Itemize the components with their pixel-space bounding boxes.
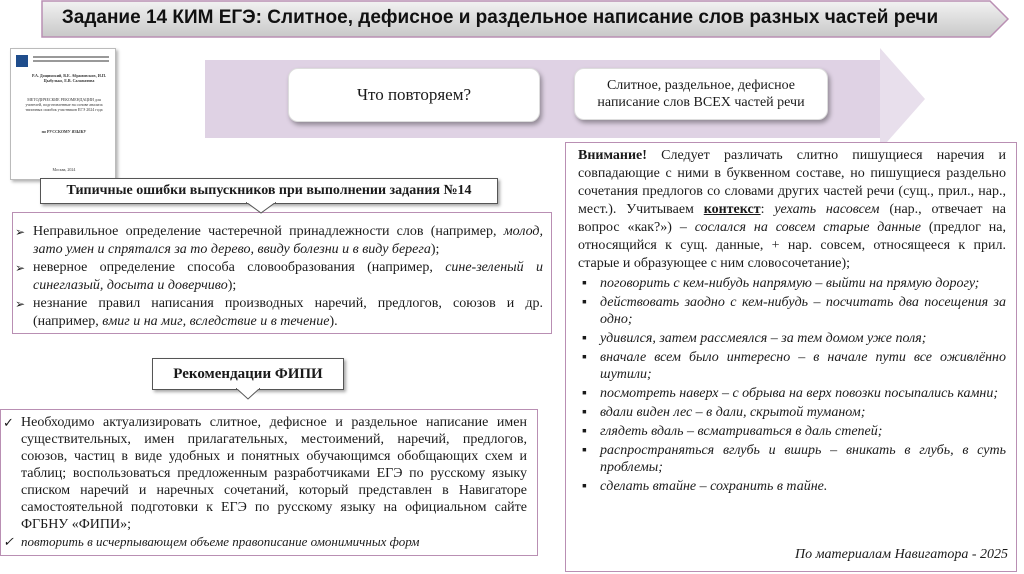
attention-box [565,142,1017,572]
doc-subject: по РУССКОМУ ЯЗЫКУ [41,129,87,134]
list-item: ▪ удивился, затем рассмеялся – за тем домом уже поля; [578,330,1006,347]
fipi-box [0,409,538,556]
list-item: ▪ вдали виден лес – в дали, скрытой туманом; [578,404,1006,421]
fipi-logo-icon [16,55,28,67]
list-item: ▪ поговорить с кем-нибудь напрямую – выйти на прямую дорогу; [578,275,1006,292]
fipi-heading: Рекомендации ФИПИ [152,358,344,390]
source-note: По материалам Навигатора - 2025 [794,547,1008,562]
errors-box [12,212,552,334]
attention-list [566,273,1016,495]
list-item: ▪ посмотреть наверх – с обрыва на верх повозки посыпались камни; [578,385,1006,402]
errors-heading: Типичные ошибки выпускников при выполнении задания №14 [40,178,498,204]
list-item: ▪ сделать втайне – сохранить в тайне. [578,478,1006,495]
page-title: Задание 14 КИМ ЕГЭ: Слитное, дефисное и раздельное написание слов разных частей речи [61,7,939,28]
list-item: ➢ неверное определение способа словообразования (например, сине-зеленый и синеглазый, досыта и доверчиво); [13,259,543,295]
fipi-pointer [236,388,260,400]
doc-authors: Р.А. Дощинский, В.Е. Абрамовских, И.П. Цыбулько, Е.В. Саламатова [32,73,106,83]
list-item: ✓ повторить в исчерпывающем объеме правописание омонимичных форм [1,533,527,550]
doc-heading: МЕТОДИЧЕСКИЕ РЕКОМЕНДАЦИИ для учителей, подготовленные на основе анализа типичных ошибок участников ЕГЭ 2024 года [25,97,103,112]
list-item: ➢ незнание правил написания производных наречий, предлогов, союзов и др. (например, вмиг и на миг, вследствие и в течение). [13,295,543,331]
fipi-list [1,414,537,550]
list-item: ▪ действовать заодно с кем-нибудь – посчитать два посещения за одно; [578,294,1006,328]
list-item: ▪ распространяться вглубь и вширь – вникать в глубь, в суть проблемы; [578,442,1006,476]
document-thumbnail [10,48,116,180]
topic-pill [574,68,828,120]
review-pill [288,68,540,122]
attention-paragraph: Внимание! Следует различать слитно пишущиеся наречия и совпадающие с ними в буквенном составе, но пишущиеся раздельно сочетания предлогов со словами других частей речи (сущ., прил., нар., мест.). Учитываем контекст: уехать насовсем (нар., отвечает на вопрос «как?») – сослался на совсем старые данные (предлог на, относящийся к сущ. данные, + нар. совсем, относящееся к прил. старые и образующее с ним словосочетание); [578,148,1006,271]
list-item: ✓ Необходимо актуализировать слитное, дефисное и раздельное написание имен существительных, имен прилагательных, местоимений, наречий, предлогов, союзов, частиц в виде удобных и понятных обучающимся обобщающих схем и таблиц; воспользоваться предложенным разработчиками ЕГЭ по русскому языку списком наречий и наречных сочетаний, который представлен в Навигаторе самостоятельной подготовки к ЕГЭ по русскому языку на официальном сайте ФГБНУ «ФИПИ»; [1,414,527,533]
topic-label: Слитное, раздельное, дефисное написание слов ВСЕХ частей речи [597,78,805,110]
callout-pointer [246,202,276,214]
errors-list [13,223,551,331]
review-label: Что повторяем? [356,85,472,104]
list-item: ➢ Неправильное определение частеречной принадлежности слов (например, молод, зато умен и спрятался за то дерево, ввиду болезни и в виду берега); [13,223,543,259]
list-item: ▪ вначале всем было интересно – в начале пути все оживлённо шутили; [578,349,1006,383]
doc-city: Москва, 2024 [52,167,76,172]
list-item: ▪ глядеть вдаль – всматриваться в даль степей; [578,423,1006,440]
